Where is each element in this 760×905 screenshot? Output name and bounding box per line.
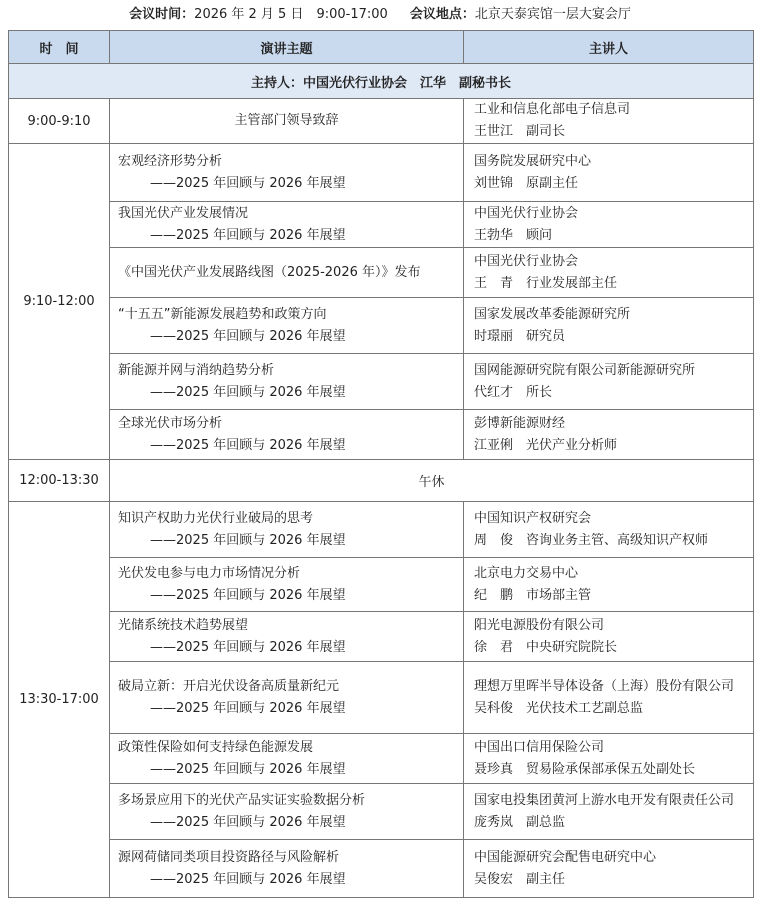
topic-title: 《中国光伏产业发展路线图（2025-2026 年）》发布 bbox=[118, 264, 421, 280]
header-time: 时 间 bbox=[9, 31, 110, 64]
topic-cell bbox=[110, 840, 464, 898]
topic-cell bbox=[110, 144, 464, 202]
speaker-person: 王世江 副司长 bbox=[474, 124, 566, 139]
topic-subtitle: ——2025 年回顾与 2026 年展望 bbox=[150, 871, 346, 887]
table-row bbox=[9, 248, 754, 298]
speaker-org: 中国光伏行业协会 bbox=[474, 205, 579, 221]
speaker-cell bbox=[464, 99, 754, 144]
speaker-person: 徐 君 中央研究院院长 bbox=[474, 639, 618, 655]
topic-cell bbox=[110, 612, 464, 662]
speaker-cell bbox=[464, 784, 754, 840]
topic-title: 宏观经济形势分析 bbox=[118, 153, 223, 169]
topic-cell bbox=[110, 662, 464, 734]
speaker-person: 周 俊 咨询业务主管、高级知识产权师 bbox=[474, 532, 709, 548]
topic-cell bbox=[110, 558, 464, 612]
topic-cell bbox=[110, 502, 464, 558]
speaker-org: 国务院发展研究中心 bbox=[474, 153, 592, 169]
speaker-person: 纪 鹏 市场部主管 bbox=[474, 587, 592, 603]
table-row bbox=[9, 202, 754, 248]
agenda-table bbox=[8, 30, 754, 898]
topic-cell bbox=[110, 734, 464, 784]
topic-title: 主管部门领导致辞 bbox=[234, 113, 339, 128]
speaker-person: 聂珍真 贸易险承保部承保五处副处长 bbox=[474, 761, 696, 777]
speaker-cell bbox=[464, 248, 754, 298]
speaker-org: 理想万里晖半导体设备（上海）股份有限公司 bbox=[474, 678, 735, 694]
speaker-person: 江亚俐 光伏产业分析师 bbox=[474, 437, 618, 453]
topic-subtitle: ——2025 年回顾与 2026 年展望 bbox=[150, 532, 346, 548]
topic-title: 我国光伏产业发展情况 bbox=[118, 205, 249, 221]
time-cell: 9:10-12:00 bbox=[9, 144, 110, 460]
topic-subtitle: ——2025 年回顾与 2026 年展望 bbox=[150, 639, 346, 655]
table-row bbox=[9, 502, 754, 558]
speaker-person: 刘世锦 原副主任 bbox=[474, 175, 579, 191]
topic-subtitle: ——2025 年回顾与 2026 年展望 bbox=[150, 814, 346, 830]
speaker-org: 中国出口信用保险公司 bbox=[474, 739, 605, 755]
speaker-person: 王 青 行业发展部主任 bbox=[474, 275, 618, 291]
table-row bbox=[9, 612, 754, 662]
topic-title: 光储系统技术趋势展望 bbox=[118, 617, 249, 633]
speaker-cell bbox=[464, 840, 754, 898]
speaker-person: 王勃华 顾问 bbox=[474, 227, 553, 243]
speaker-org: 国家电投集团黄河上游水电开发有限责任公司 bbox=[474, 792, 735, 808]
topic-title: 新能源并网与消纳趋势分析 bbox=[118, 362, 275, 378]
topic-subtitle: ——2025 年回顾与 2026 年展望 bbox=[150, 761, 346, 777]
topic-title: 知识产权助力光伏行业破局的思考 bbox=[118, 510, 314, 526]
speaker-cell bbox=[464, 202, 754, 248]
speaker-org: 北京电力交易中心 bbox=[474, 565, 579, 581]
table-row bbox=[9, 784, 754, 840]
table-row bbox=[9, 410, 754, 460]
table-row bbox=[9, 734, 754, 784]
meeting-time-label: 会议时间： bbox=[129, 7, 195, 22]
table-row bbox=[9, 144, 754, 202]
speaker-cell bbox=[464, 612, 754, 662]
topic-cell bbox=[110, 248, 464, 298]
topic-cell bbox=[110, 410, 464, 460]
speaker-cell bbox=[464, 298, 754, 354]
header-speaker: 主讲人 bbox=[464, 31, 754, 64]
speaker-org: 工业和信息化部电子信息司 bbox=[474, 102, 631, 117]
table-row bbox=[9, 558, 754, 612]
speaker-cell bbox=[464, 354, 754, 410]
speaker-org: 中国能源研究会配售电研究中心 bbox=[474, 849, 657, 865]
meeting-info-bar bbox=[0, 0, 760, 30]
topic-title: 政策性保险如何支持绿色能源发展 bbox=[118, 739, 314, 755]
lunch-break: 午休 bbox=[110, 460, 754, 502]
table-row bbox=[9, 840, 754, 898]
speaker-org: 阳光电源股份有限公司 bbox=[474, 617, 605, 633]
speaker-cell bbox=[464, 734, 754, 784]
topic-subtitle: ——2025 年回顾与 2026 年展望 bbox=[150, 227, 346, 243]
topic-title: “十五五”新能源发展趋势和政策方向 bbox=[118, 306, 327, 322]
meeting-place-value: 北京天泰宾馆一层大宴会厅 bbox=[474, 7, 631, 22]
speaker-org: 中国光伏行业协会 bbox=[474, 253, 579, 269]
table-row bbox=[9, 298, 754, 354]
host-row bbox=[9, 64, 754, 99]
speaker-cell bbox=[464, 662, 754, 734]
speaker-org: 彭博新能源财经 bbox=[474, 415, 566, 431]
speaker-org: 中国知识产权研究会 bbox=[474, 510, 592, 526]
topic-title: 源网荷储同类项目投资路径与风险解析 bbox=[118, 849, 340, 865]
speaker-person: 吴科俊 光伏技术工艺副总监 bbox=[474, 700, 644, 716]
topic-subtitle: ——2025 年回顾与 2026 年展望 bbox=[150, 175, 346, 191]
speaker-person: 时璟丽 研究员 bbox=[474, 328, 566, 344]
topic-cell bbox=[110, 99, 464, 144]
table-row bbox=[9, 662, 754, 734]
table-row bbox=[9, 354, 754, 410]
time-cell: 9:00-9:10 bbox=[9, 99, 110, 144]
speaker-org: 国家发展改革委能源研究所 bbox=[474, 306, 631, 322]
topic-subtitle: ——2025 年回顾与 2026 年展望 bbox=[150, 587, 346, 603]
speaker-cell bbox=[464, 410, 754, 460]
time-cell: 13:30-17:00 bbox=[9, 502, 110, 898]
topic-cell bbox=[110, 202, 464, 248]
speaker-cell bbox=[464, 502, 754, 558]
header-topic: 演讲主题 bbox=[110, 31, 464, 64]
table-row bbox=[9, 99, 754, 144]
speaker-org: 国网能源研究院有限公司新能源研究所 bbox=[474, 362, 696, 378]
topic-cell bbox=[110, 298, 464, 354]
speaker-cell bbox=[464, 144, 754, 202]
host-text: 主持人：中国光伏行业协会 江华 副秘书长 bbox=[9, 64, 754, 99]
topic-subtitle: ——2025 年回顾与 2026 年展望 bbox=[150, 700, 346, 716]
speaker-person: 吴俊宏 副主任 bbox=[474, 871, 566, 887]
speaker-cell bbox=[464, 558, 754, 612]
meeting-place-label: 会议地点： bbox=[409, 7, 475, 22]
topic-cell bbox=[110, 784, 464, 840]
meeting-time-value: 2026 年 2 月 5 日 9:00-17:00 bbox=[194, 7, 388, 22]
topic-title: 全球光伏市场分析 bbox=[118, 415, 223, 431]
speaker-person: 代红才 所长 bbox=[474, 384, 553, 400]
topic-title: 多场景应用下的光伏产品实证实验数据分析 bbox=[118, 792, 366, 808]
topic-title: 破局立新：开启光伏设备高质量新纪元 bbox=[118, 678, 340, 694]
topic-cell bbox=[110, 354, 464, 410]
lunch-row bbox=[9, 460, 754, 502]
header-row bbox=[9, 31, 754, 64]
topic-subtitle: ——2025 年回顾与 2026 年展望 bbox=[150, 384, 346, 400]
topic-subtitle: ——2025 年回顾与 2026 年展望 bbox=[150, 437, 346, 453]
speaker-person: 庞秀岚 副总监 bbox=[474, 814, 566, 830]
time-cell: 12:00-13:30 bbox=[9, 460, 110, 502]
topic-subtitle: ——2025 年回顾与 2026 年展望 bbox=[150, 328, 346, 344]
topic-title: 光伏发电参与电力市场情况分析 bbox=[118, 565, 301, 581]
